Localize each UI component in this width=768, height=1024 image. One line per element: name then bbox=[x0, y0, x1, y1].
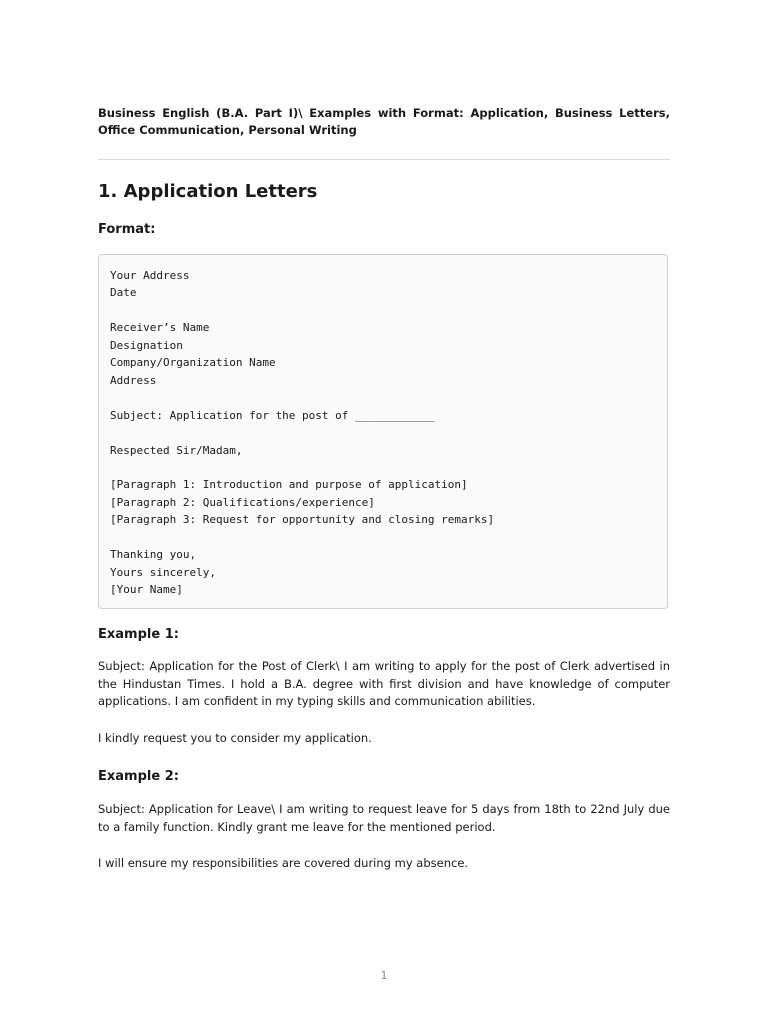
example-1-closing: I kindly request you to consider my application. bbox=[98, 731, 372, 745]
example-2-closing: I will ensure my responsibilities are covered during my absence. bbox=[98, 856, 469, 870]
example-1-heading: Example 1: bbox=[98, 627, 179, 642]
format-code-text: Your Address Date Receiver’s Name Designation Company/Organization Name Address Subject: Application for the post of ____________ Respected Sir/Madam, [Paragraph 1: Introduction and purpose of application] [Paragraph 2: Qualifications/experience] [Paragraph 3: Request for opportunity and closing remarks] Thanking you, Yours sincerely, [Your Name] bbox=[110, 269, 495, 597]
example-1-paragraph: Subject: Application for the Post of Clerk\ I am writing to apply for the post of Clerk advertised in the Hindustan Times. I hold a B.A. degree with first division and have knowledge of computer applications. I am confident in my typing skills and communication abilities. bbox=[98, 659, 670, 708]
section-title: 1. Application Letters bbox=[98, 181, 318, 202]
example-2-paragraph: Subject: Application for Leave\ I am writing to request leave for 5 days from 18th to 22nd July due to a family function. Kindly grant me leave for the mentioned period. bbox=[98, 802, 670, 834]
format-heading: Format: bbox=[98, 222, 156, 237]
document-header: Business English (B.A. Part I)\ Examples with Format: Application, Business Letters, Office Communication, Personal Writing bbox=[98, 106, 670, 137]
format-code-block bbox=[98, 254, 668, 609]
page-number: 1 bbox=[380, 969, 388, 982]
example-2-heading: Example 2: bbox=[98, 769, 179, 784]
horizontal-divider bbox=[98, 159, 670, 160]
